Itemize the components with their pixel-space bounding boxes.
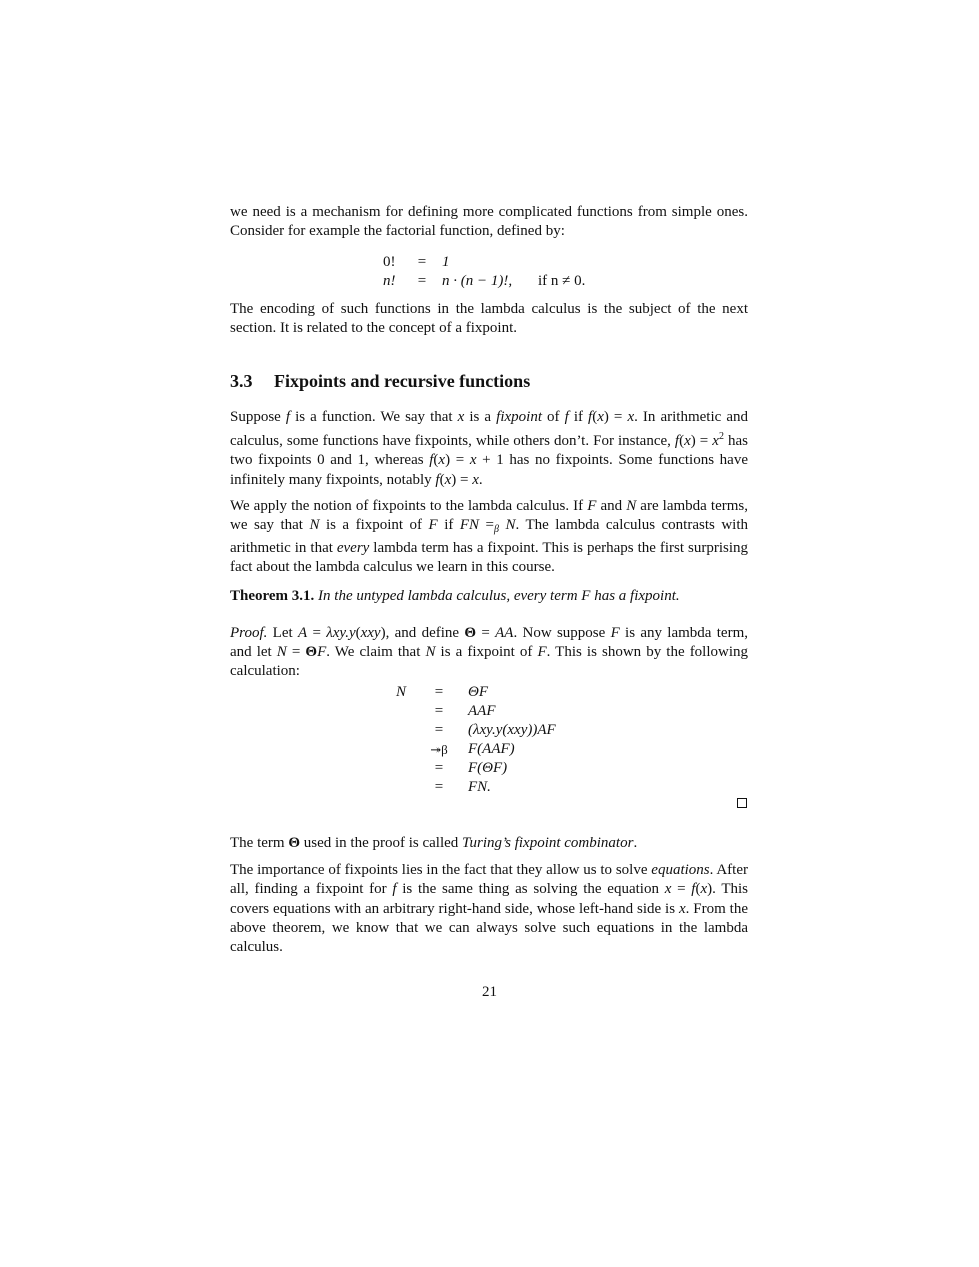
proof-paragraph: Proof. Let A = λxy.y(xxy), and define Θ = AA. Now suppose F is any lambda term, and let N = ΘF. We claim that N is a fixpoint of F. This is shown by the following calculation: (230, 624, 749, 680)
emphasis-turing: Turing’s fixpoint combinator (462, 835, 634, 851)
section-title: Fixpoints and recursive functions (274, 371, 531, 391)
body-text (230, 408, 748, 688)
eq-lhs: n! (383, 273, 396, 289)
eq-condition: if n ≠ 0. (538, 273, 586, 289)
intro-paragraph (230, 203, 748, 248)
paragraph-equations: The importance of fixpoints lies in the fact that they allow us to solve equations. After all, finding a fixpoint for f is the same thing as solving the equation x = f(x). This covers equations with an arbitrary right-hand side, whose left-hand side is x. From the above theorem, we know that we can always solve such equations in the lambda calculus. (230, 862, 749, 956)
body-text-2 (230, 834, 748, 964)
section-heading (230, 370, 530, 392)
paragraph-turing: The term Θ used in the proof is called Turing’s fixpoint combinator. (230, 835, 638, 851)
intro-paragraph-2 (230, 300, 748, 345)
theorem-text: In the untyped lambda calculus, every term F has a fixpoint. (318, 587, 680, 604)
emphasis-every: every (336, 540, 370, 557)
eq-lhs: 0! (383, 254, 396, 270)
emphasis-equations: equations (651, 862, 710, 879)
paragraph-fixpoint-definition: Suppose f is a function. We say that x is a fixpoint of f if f(x) = x. In arithmetic and calculus, some functions have fixpoints, while others don’t. For instance, $f(x) = x^2$ has two fixpoints 0 and 1, whereas f(x) = x + 1 has no fixpoints. Some functions have infinitely many fixpoints, notably f(x) = x. (230, 409, 748, 488)
factorial-equation (372, 253, 612, 291)
page-number: 21 (482, 984, 497, 1000)
eq-rel: = (417, 273, 427, 289)
paragraph-lambda-fixpoints: We apply the notion of fixpoints to the lambda calculus. If F and N are lambda terms, we say that N is a fixpoint of F if FN $=_\beta$ N. The lambda calculus contrasts with arithmetic in that every lambda term has a fixpoint. This is perhaps the first surprising fact about the lambda calculus we learn in this course. (230, 497, 748, 576)
proof-label: Proof. (230, 624, 268, 641)
theorem (230, 587, 748, 606)
theorem-label: Theorem 3.1. (230, 587, 315, 604)
section-number: 3.3 (230, 371, 253, 391)
eq-rhs: 1 (442, 254, 450, 270)
qed-box-icon (737, 798, 747, 808)
proof-calculation: N = ΘF = AAF = (λxy.y(xxy))AF ↠β F(AAF) = F(ΘF) = FN. (396, 684, 556, 795)
intro-text-2: The encoding of such functions in the lambda calculus is the subject of the next section. It is related to the concept of a fixpoint. (230, 301, 748, 337)
eq-rhs: n · (n − 1)!, (442, 273, 513, 289)
intro-text: we need is a mechanism for defining more complicated functions from simple ones. Consider for example the factorial function, defined by: (230, 204, 748, 240)
eq-rel: = (417, 254, 427, 270)
emphasis-fixpoint: fixpoint (496, 409, 542, 425)
